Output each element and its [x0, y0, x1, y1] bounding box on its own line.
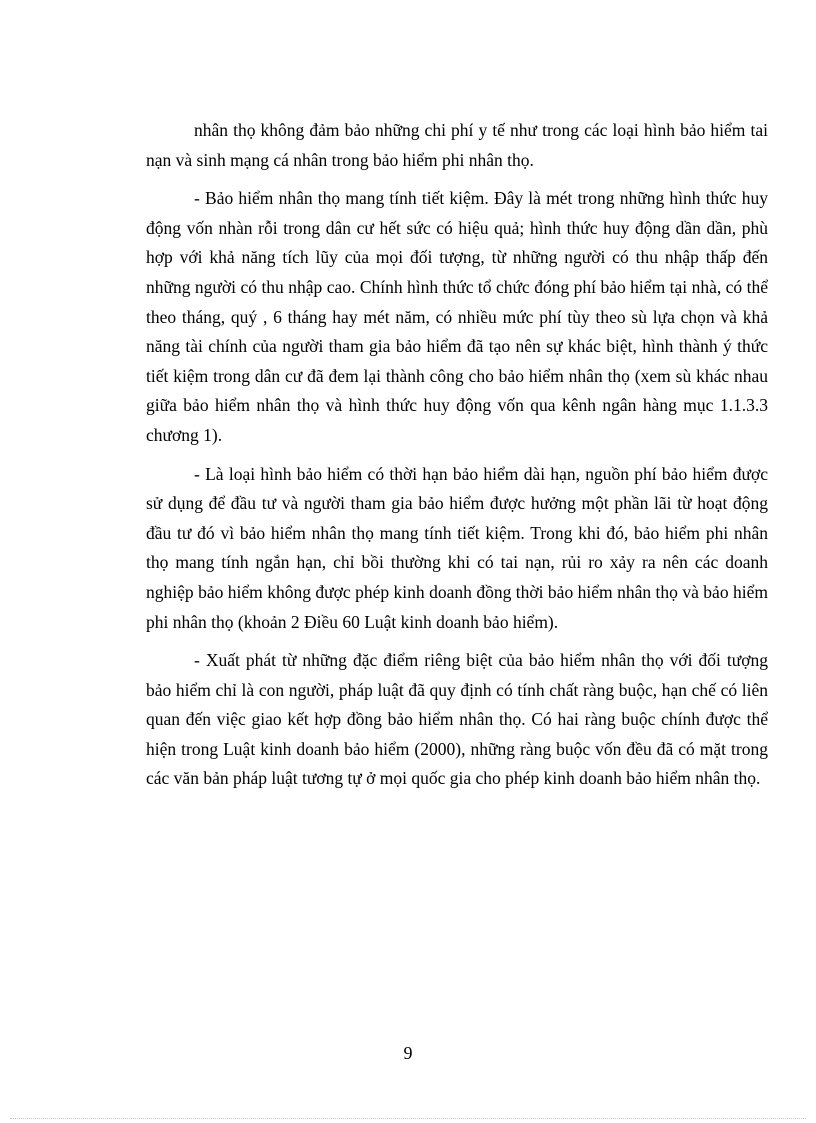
- paragraph-2: - Bảo hiểm nhân thọ mang tính tiết kiệm. Đây là mét trong những hình thức huy động vốn nhàn rỗi trong dân cư hết sức có hiệu quả; hình thức huy động dần dần, phù hợp với khả năng tích lũy của mọi đối tượng, từ những người có thu nhập thấp đến những người có thu nhập cao. Chính hình thức tổ chức đóng phí bảo hiểm tại nhà, có thể theo tháng, quý , 6 tháng hay mét năm, có nhiều mức phí tùy theo sù lựa chọn và khả năng tài chính của người tham gia bảo hiểm đã tạo nên sự khác biệt, hình thành ý thức tiết kiệm trong dân cư đã đem lại thành công cho bảo hiểm nhân thọ (xem sù khác nhau giữa bảo hiểm nhân thọ và hình thức huy động vốn qua kênh ngân hàng mục 1.1.3.3 chương 1).: [146, 188, 768, 445]
- paragraph-4: - Xuất phát từ những đặc điểm riêng biệt của bảo hiểm nhân thọ với đối tượng bảo hiểm chỉ là con người, pháp luật đã quy định có tính chất ràng buộc, hạn chế có liên quan đến việc giao kết hợp đồng bảo hiểm nhân thọ. Có hai ràng buộc chính được thể hiện trong Luật kinh doanh bảo hiểm (2000), những ràng buộc vốn đều đã có mặt trong các văn bản pháp luật tương tự ở mọi quốc gia cho phép kinh doanh bảo hiểm nhân thọ.: [146, 650, 768, 789]
- body-text: [146, 116, 768, 794]
- page-number: 9: [403, 1043, 413, 1063]
- paragraph-1: nhân thọ không đảm bảo những chi phí y tế như trong các loại hình bảo hiểm tai nạn và sinh mạng cá nhân trong bảo hiểm phi nhân thọ.: [146, 120, 768, 170]
- page-bottom-divider: [10, 1118, 806, 1119]
- paragraph-3: - Là loại hình bảo hiểm có thời hạn bảo hiểm dài hạn, nguồn phí bảo hiểm được sử dụng để đầu tư và người tham gia bảo hiểm được hưởng một phần lãi từ hoạt động đầu tư đó vì bảo hiểm nhân thọ mang tính tiết kiệm. Trong khi đó, bảo hiểm phi nhân thọ mang tính ngắn hạn, chỉ bồi thường khi có tai nạn, rủi ro xảy ra nên các doanh nghiệp bảo hiểm không được phép kinh doanh đồng thời bảo hiểm nhân thọ và bảo hiểm phi nhân thọ (khoản 2 Điều 60 Luật kinh doanh bảo hiểm).: [146, 463, 768, 632]
